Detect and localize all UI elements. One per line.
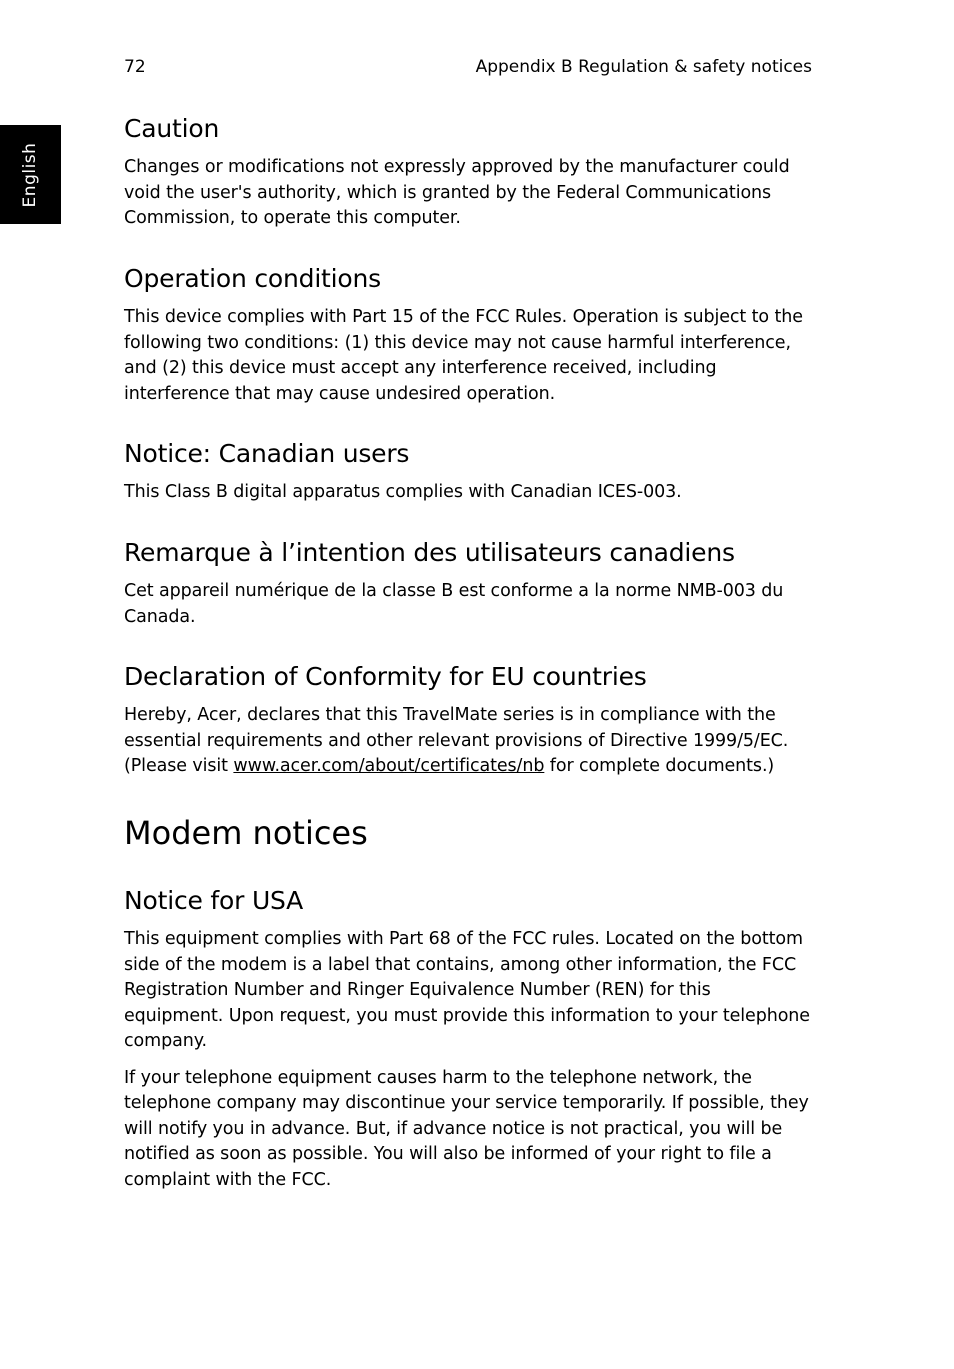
- section-notice-usa: [124, 885, 814, 1193]
- section-eu-conformity: [124, 661, 814, 780]
- language-side-tab: [0, 125, 61, 224]
- modem-notices-title: Modem notices: [124, 813, 368, 852]
- section-operation-conditions: [124, 263, 814, 407]
- heading-canadian-users: Notice: Canadian users: [124, 439, 410, 468]
- eu-body-before: Hereby, Acer, declares that this TravelMate series is in compliance with the essential requirements and other relevant provisions of Directive 1999/5/EC. (Please visit: [124, 705, 789, 777]
- notice-usa-para-1: This equipment complies with Part 68 of the FCC rules. Located on the bottom side of the modem is a label that contains, among other information, the FCC Registration Number and Ringer Equivalence Number (REN) for this equipment. Upon request, you must provide this information to your telephone company.: [124, 929, 810, 1052]
- remarque-body: Cet appareil numérique de la classe B est conforme a la norme NMB-003 du Canada.: [124, 581, 784, 627]
- section-caution: [124, 113, 814, 232]
- canadian-users-body: This Class B digital apparatus complies with Canadian ICES-003.: [124, 482, 682, 503]
- heading-notice-usa: Notice for USA: [124, 886, 304, 916]
- eu-body-after: for complete documents.): [544, 756, 775, 777]
- eu-conformity-body: [124, 703, 814, 780]
- certificates-link[interactable]: www.acer.com/about/certificates/nb: [233, 756, 545, 777]
- notice-usa-para-2: If your telephone equipment causes harm to the telephone network, the telephone company may discontinue your service temporarily. If possible, they will notify you in advance. But, if advance notice is not practical, you will be notified as soon as possible. You will also be informed of your right to file a complaint with the FCC.: [124, 1067, 809, 1190]
- section-remarque: [124, 537, 814, 630]
- running-head: Appendix B Regulation & safety notices: [475, 57, 812, 77]
- heading-eu-conformity: Declaration of Conformity for EU countries: [124, 662, 647, 691]
- heading-caution: Caution: [124, 114, 220, 143]
- page-number: 72: [124, 57, 146, 77]
- caution-body: Changes or modifications not expressly approved by the manufacturer could void the user's authority, which is granted by the Federal Communications Commission, to operate this computer.: [124, 157, 790, 229]
- operation-conditions-body: This device complies with Part 15 of the FCC Rules. Operation is subject to the following two conditions: (1) this device may not cause harmful interference, and (2) this device must accept any interference received, including interference that may cause undesired operation.: [124, 307, 803, 404]
- heading-remarque: Remarque à l’intention des utilisateurs canadiens: [124, 537, 735, 567]
- section-canadian-users: [124, 438, 814, 506]
- language-tab-label: English: [20, 142, 40, 207]
- page-content: [124, 113, 814, 1224]
- heading-operation-conditions: Operation conditions: [124, 263, 381, 293]
